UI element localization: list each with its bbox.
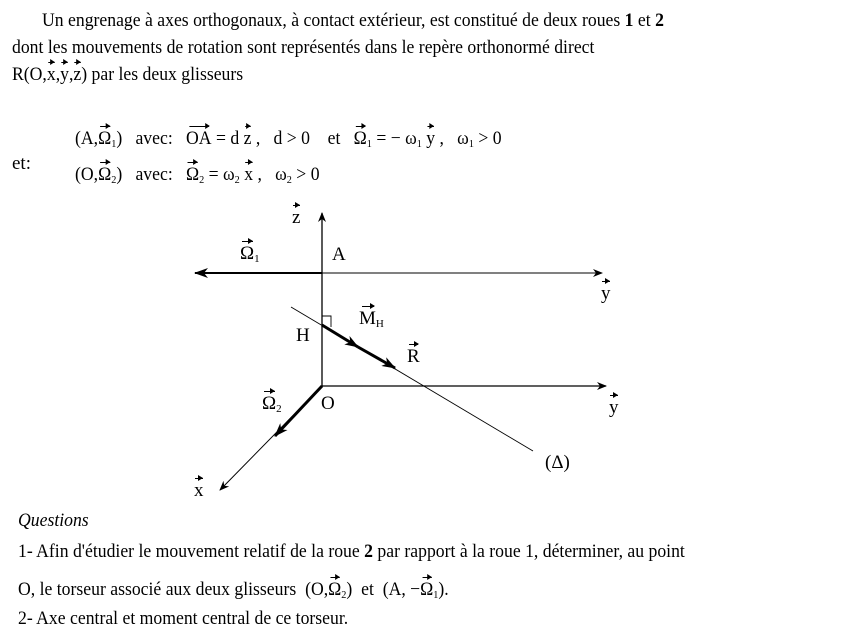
segment-text: (A, [75, 128, 99, 149]
segment-text: ) par les deux glisseurs [81, 64, 244, 85]
question-2 [18, 608, 348, 630]
segment-text: Ω [420, 579, 434, 600]
text-segment [438, 579, 448, 600]
omega2-label [262, 393, 282, 415]
z-text: z [292, 207, 301, 228]
subscript: 2 [341, 589, 347, 601]
vector-symbol [328, 579, 346, 600]
vector-symbol [420, 579, 438, 600]
segment-text: OA [185, 128, 212, 149]
segment-text: dont les mouvements de rotation sont représentés dans le repère orthonormé direct [12, 37, 595, 58]
text-segment [364, 541, 373, 562]
y-bottom-text: y [609, 397, 619, 418]
omega1-sub: 1 [254, 253, 260, 265]
text-segment [18, 579, 328, 600]
text-segment [18, 541, 364, 562]
segment-text: , [55, 64, 61, 85]
segment-text: x [244, 164, 254, 185]
segment-text: > 0 [291, 164, 320, 185]
subscript: 1 [433, 589, 439, 601]
segment-text: Ω [353, 128, 367, 149]
point-A-label: A [332, 244, 346, 265]
moment-MH-label [359, 308, 384, 330]
segment-text: Ω [185, 164, 200, 185]
subscript: 1 [111, 138, 117, 150]
segment-text: et [633, 10, 656, 31]
MH-text: M [359, 308, 376, 329]
segment-text: > 0 [473, 128, 502, 149]
segment-text: 1 [624, 10, 634, 31]
questions-title-text: Questions [18, 510, 89, 531]
MH-sub: H [375, 318, 384, 330]
y-top-label [601, 283, 611, 305]
subscript: 2 [286, 174, 292, 186]
y-bottom-label [609, 397, 619, 419]
question-1-line-2 [18, 579, 449, 601]
resultant-R-label [407, 346, 420, 368]
subscript: 1 [416, 138, 422, 150]
omega1-label [240, 243, 260, 265]
segment-text: R(O, [12, 64, 47, 85]
questions-title [18, 510, 89, 532]
delta-label: (Δ) [545, 452, 570, 473]
segment-text: 2- Axe central et moment central de ce torseur. [18, 608, 349, 629]
segment-text: 2 [655, 10, 664, 31]
subscript: 2 [111, 174, 117, 186]
segment-text: z [243, 128, 252, 149]
segment-text: O, le torseur associé aux deux glisseurs (O, [18, 579, 329, 600]
segment-text: , d > 0 et [251, 128, 354, 149]
y-top-text: y [601, 283, 611, 304]
segment-text: = ω [204, 164, 235, 185]
segment-text: y [426, 128, 436, 149]
subscript: 1 [366, 138, 372, 150]
segment-text: z [73, 64, 82, 85]
x-text: x [194, 480, 204, 501]
et-label: et: [12, 153, 31, 174]
segment-text: = − ω [371, 128, 417, 149]
subscript: 2 [199, 174, 205, 186]
moment-MH-vector [322, 325, 358, 347]
segment-text: Un engrenage à axes orthogonaux, à contact extérieur, est constitué de deux roues [42, 10, 625, 31]
segment-text: par rapport à la roue 1, déterminer, au point [372, 541, 685, 562]
R-text: R [407, 346, 420, 367]
x-axis-label [194, 480, 204, 502]
subscript: 1 [468, 138, 474, 150]
segment-text: = d [211, 128, 244, 149]
segment-text: , ω [435, 128, 469, 149]
segment-text: y [60, 64, 69, 85]
omega2-vector [275, 386, 322, 436]
segment-text: Ω [328, 579, 342, 600]
point-H-label: H [296, 325, 310, 346]
segment-text: , [68, 64, 74, 85]
segment-text: 2 [364, 541, 373, 562]
resultant-R-vector [358, 347, 395, 368]
origin-O-label: O [321, 393, 335, 414]
omega2-sub: 2 [276, 403, 282, 415]
segment-text: , ω [253, 164, 287, 185]
segment-text: Ω [98, 164, 112, 185]
segment-text: (O, [75, 164, 99, 185]
z-axis-label [292, 207, 300, 229]
question-1-line-1 [18, 541, 685, 563]
segment-text: ) avec: [116, 128, 186, 149]
subscript: 2 [234, 174, 240, 186]
segment-text: ) avec: [116, 164, 186, 185]
text-segment [18, 608, 348, 629]
segment-text: Ω [98, 128, 112, 149]
text-segment [346, 579, 420, 600]
omega2-text: Ω [262, 393, 277, 414]
segment-text: ). [438, 579, 449, 600]
text-segment [373, 541, 685, 562]
omega1-text: Ω [240, 243, 255, 264]
segment-text: 1- Afin d'étudier le mouvement relatif de la roue [18, 541, 365, 562]
segment-text: ) et (A, − [346, 579, 421, 600]
segment-text: x [46, 64, 56, 85]
